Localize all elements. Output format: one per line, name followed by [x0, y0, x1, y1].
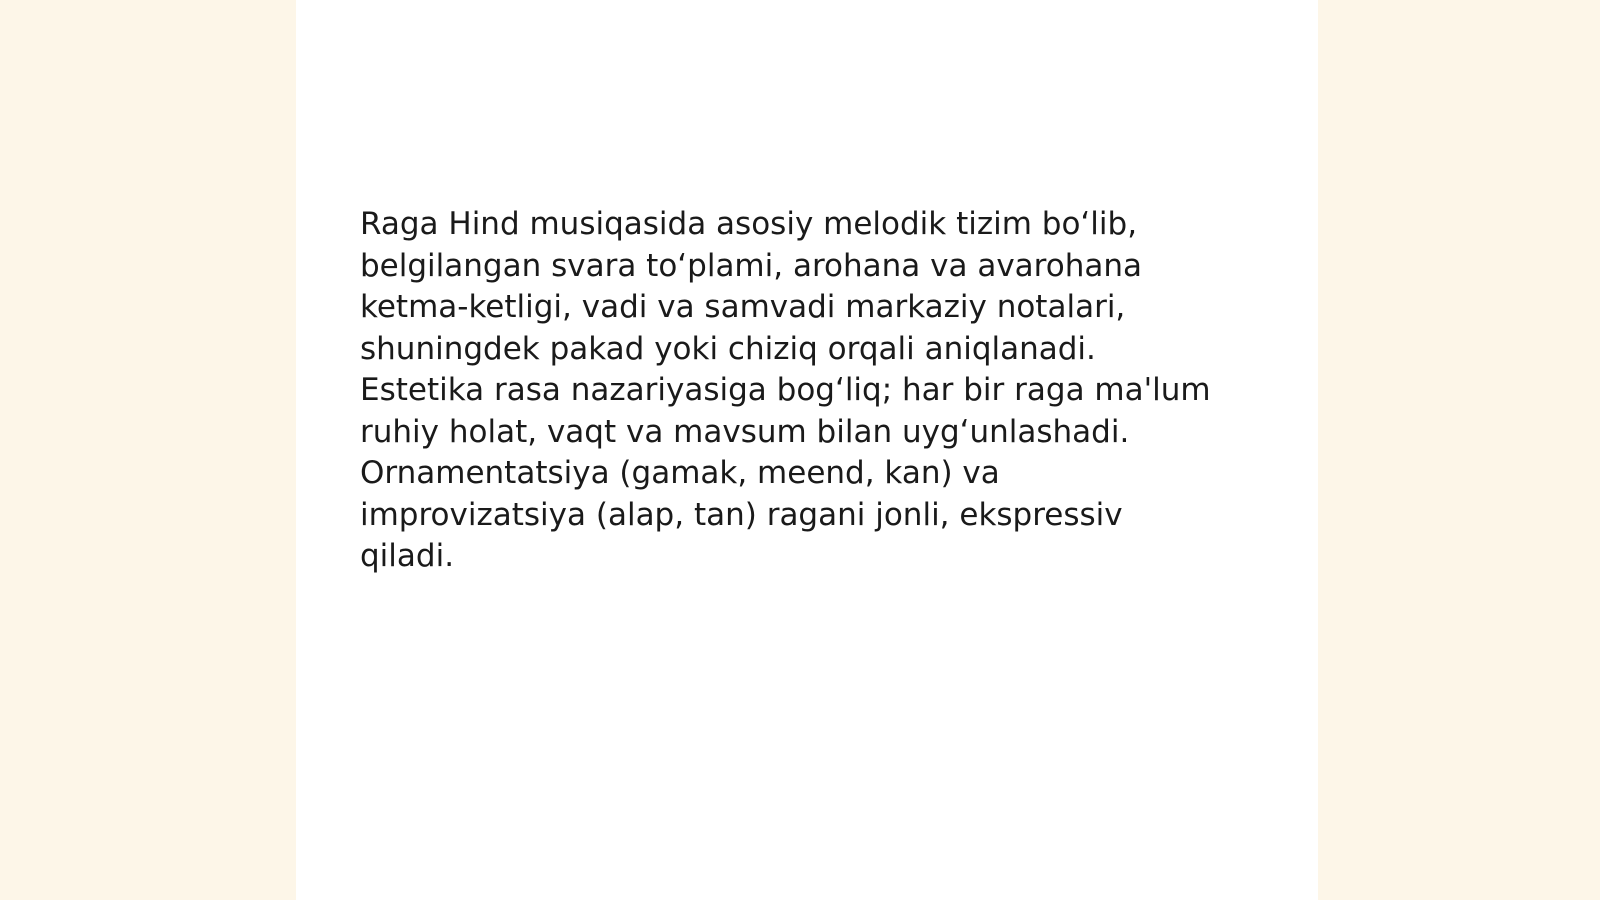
document-page — [296, 0, 1318, 900]
body-paragraph: Raga Hind musiqasida asosiy melodik tizim bo‘lib, belgilangan svara to‘plami, arohana va avarohana ketma-ketligi, vadi va samvadi markaziy notalari, shuningdek pakad yoki chiziq orqali aniqlanadi. Estetika rasa nazariyasiga bog‘liq; har bir raga ma'lum ruhiy holat, vaqt va mavsum bilan uyg‘unlashadi. Ornamentatsiya (gamak, meend, kan) va improvizatsiya (alap, tan) ragani jonli, ekspressiv qiladi. — [360, 206, 1211, 574]
